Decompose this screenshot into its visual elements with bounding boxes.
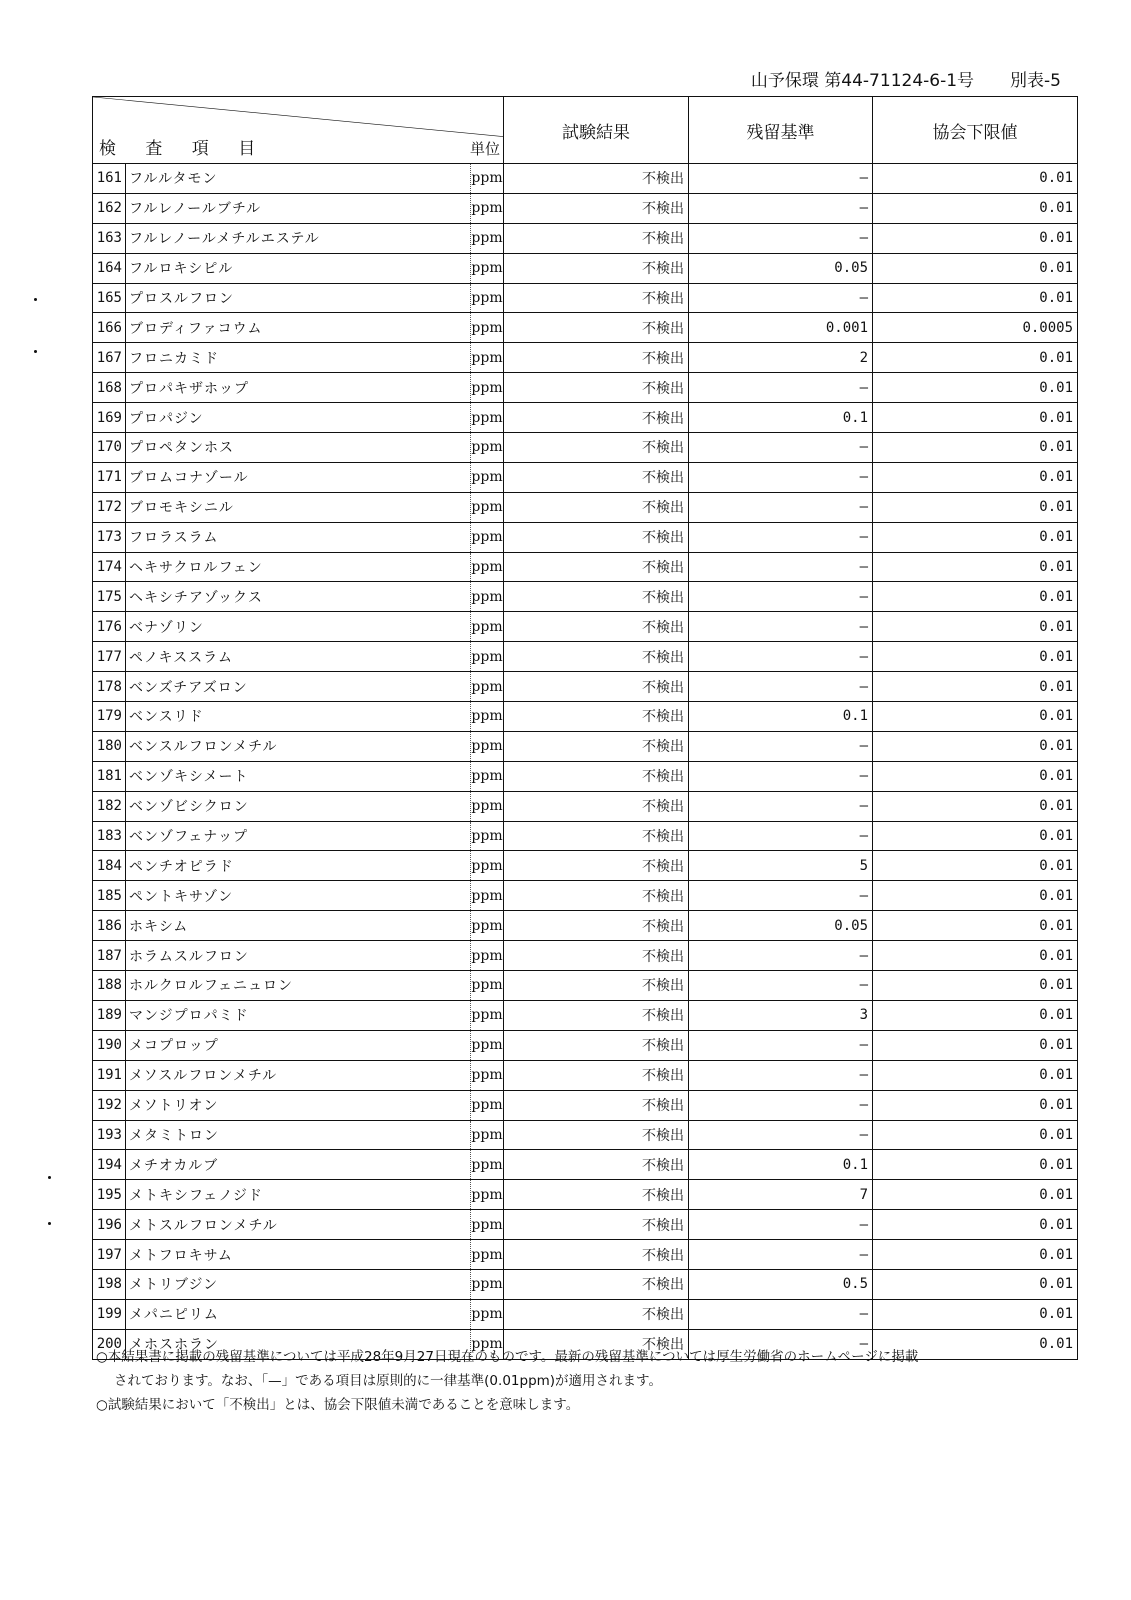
standard-cell: —	[689, 881, 873, 911]
unit-cell: ppm	[471, 941, 504, 971]
result-cell: 不検出	[504, 821, 689, 851]
limit-cell: 0.01	[873, 672, 1078, 702]
item-name: フロラスラム	[126, 522, 471, 552]
item-name: ペンチオピラド	[126, 851, 471, 881]
result-cell: 不検出	[504, 1030, 689, 1060]
row-number: 174	[93, 552, 126, 582]
scan-speck	[48, 1176, 51, 1179]
standard-cell: —	[689, 1299, 873, 1329]
limit-cell: 0.01	[873, 1329, 1078, 1359]
table-row	[93, 462, 1078, 492]
table-row	[93, 1090, 1078, 1120]
item-name: プロパキザホップ	[126, 373, 471, 403]
table-row	[93, 971, 1078, 1001]
table-row	[93, 433, 1078, 463]
unit-cell: ppm	[471, 253, 504, 283]
standard-cell: —	[689, 1090, 873, 1120]
standard-cell: —	[689, 612, 873, 642]
unit-cell: ppm	[471, 731, 504, 761]
limit-cell: 0.01	[873, 193, 1078, 223]
limit-cell: 0.01	[873, 731, 1078, 761]
limit-header: 協会下限値	[873, 97, 1078, 164]
standard-cell: —	[689, 433, 873, 463]
standard-cell: —	[689, 642, 873, 672]
table-row	[93, 851, 1078, 881]
result-cell: 不検出	[504, 433, 689, 463]
limit-cell: 0.01	[873, 702, 1078, 732]
unit-cell: ppm	[471, 702, 504, 732]
item-name: メトキシフェノジド	[126, 1180, 471, 1210]
table-row	[93, 522, 1078, 552]
row-number: 165	[93, 283, 126, 313]
unit-cell: ppm	[471, 1210, 504, 1240]
item-name: ベンゾフェナップ	[126, 821, 471, 851]
result-cell: 不検出	[504, 1240, 689, 1270]
limit-cell: 0.01	[873, 373, 1078, 403]
result-cell: 不検出	[504, 492, 689, 522]
item-name: メチオカルブ	[126, 1150, 471, 1180]
result-cell: 不検出	[504, 283, 689, 313]
item-name: プロペタンホス	[126, 433, 471, 463]
result-cell: 不検出	[504, 343, 689, 373]
limit-cell: 0.01	[873, 1180, 1078, 1210]
limit-cell: 0.01	[873, 1240, 1078, 1270]
result-cell: 不検出	[504, 253, 689, 283]
unit-cell: ppm	[471, 433, 504, 463]
table-row	[93, 1299, 1078, 1329]
limit-cell: 0.01	[873, 1030, 1078, 1060]
table-row	[93, 1000, 1078, 1030]
limit-cell: 0.01	[873, 283, 1078, 313]
standard-cell: 0.05	[689, 253, 873, 283]
result-cell: 不検出	[504, 971, 689, 1001]
row-number: 188	[93, 971, 126, 1001]
row-number: 178	[93, 672, 126, 702]
standard-cell: —	[689, 761, 873, 791]
unit-cell: ppm	[471, 1030, 504, 1060]
row-number: 161	[93, 164, 126, 194]
result-cell: 不検出	[504, 373, 689, 403]
unit-header: 単位	[470, 140, 501, 158]
standard-cell: —	[689, 1240, 873, 1270]
limit-cell: 0.01	[873, 253, 1078, 283]
item-name: フルルタモン	[126, 164, 471, 194]
unit-cell: ppm	[471, 522, 504, 552]
table-row	[93, 343, 1078, 373]
limit-cell: 0.01	[873, 552, 1078, 582]
row-number: 181	[93, 761, 126, 791]
result-cell: 不検出	[504, 1060, 689, 1090]
table-row	[93, 941, 1078, 971]
table-row	[93, 552, 1078, 582]
unit-cell: ppm	[471, 672, 504, 702]
unit-cell: ppm	[471, 761, 504, 791]
item-name: フルロキシピル	[126, 253, 471, 283]
row-number: 176	[93, 612, 126, 642]
table-row	[93, 642, 1078, 672]
item-name: ベンズチアズロン	[126, 672, 471, 702]
limit-cell: 0.01	[873, 1210, 1078, 1240]
result-cell: 不検出	[504, 223, 689, 253]
standard-cell: —	[689, 731, 873, 761]
table-row	[93, 1210, 1078, 1240]
limit-cell: 0.01	[873, 612, 1078, 642]
row-number: 195	[93, 1180, 126, 1210]
standard-cell: —	[689, 582, 873, 612]
row-number: 199	[93, 1299, 126, 1329]
unit-cell: ppm	[471, 193, 504, 223]
scan-speck	[48, 1222, 51, 1225]
table-row	[93, 403, 1078, 433]
item-name: フロニカミド	[126, 343, 471, 373]
result-cell: 不検出	[504, 941, 689, 971]
unit-cell: ppm	[471, 911, 504, 941]
row-number: 173	[93, 522, 126, 552]
table-row	[93, 1269, 1078, 1299]
table-row	[93, 193, 1078, 223]
item-name: ベンスルフロンメチル	[126, 731, 471, 761]
table-row	[93, 791, 1078, 821]
row-number: 164	[93, 253, 126, 283]
table-row	[93, 1240, 1078, 1270]
item-name: ブロムコナゾール	[126, 462, 471, 492]
limit-cell: 0.01	[873, 1150, 1078, 1180]
item-name: ペノキススラム	[126, 642, 471, 672]
standard-cell: —	[689, 1030, 873, 1060]
table-row	[93, 1180, 1078, 1210]
row-number: 169	[93, 403, 126, 433]
standard-header: 残留基準	[689, 97, 873, 164]
unit-cell: ppm	[471, 462, 504, 492]
limit-cell: 0.01	[873, 582, 1078, 612]
unit-cell: ppm	[471, 403, 504, 433]
item-name: ホラムスルフロン	[126, 941, 471, 971]
row-number: 185	[93, 881, 126, 911]
row-number: 183	[93, 821, 126, 851]
result-cell: 不検出	[504, 761, 689, 791]
table-row	[93, 612, 1078, 642]
row-number: 196	[93, 1210, 126, 1240]
result-cell: 不検出	[504, 1269, 689, 1299]
row-number: 197	[93, 1240, 126, 1270]
row-number: 198	[93, 1269, 126, 1299]
limit-cell: 0.01	[873, 492, 1078, 522]
standard-cell: —	[689, 462, 873, 492]
sheet-label: 別表-5	[1010, 71, 1061, 91]
result-cell: 不検出	[504, 1299, 689, 1329]
limit-cell: 0.01	[873, 971, 1078, 1001]
standard-cell: —	[689, 791, 873, 821]
unit-cell: ppm	[471, 552, 504, 582]
unit-cell: ppm	[471, 343, 504, 373]
limit-cell: 0.01	[873, 911, 1078, 941]
row-number: 192	[93, 1090, 126, 1120]
standard-cell: —	[689, 672, 873, 702]
item-name: プロスルフロン	[126, 283, 471, 313]
standard-cell: —	[689, 971, 873, 1001]
limit-cell: 0.01	[873, 343, 1078, 373]
result-cell: 不検出	[504, 193, 689, 223]
item-name: プロパジン	[126, 403, 471, 433]
item-name: フルレノールブチル	[126, 193, 471, 223]
table-row	[93, 821, 1078, 851]
result-cell: 不検出	[504, 702, 689, 732]
item-name: メトスルフロンメチル	[126, 1210, 471, 1240]
limit-cell: 0.01	[873, 1000, 1078, 1030]
table-row	[93, 253, 1078, 283]
table-row	[93, 1150, 1078, 1180]
limit-cell: 0.01	[873, 941, 1078, 971]
row-number: 186	[93, 911, 126, 941]
item-name: ペントキサゾン	[126, 881, 471, 911]
unit-cell: ppm	[471, 971, 504, 1001]
item-name: メホスホラン	[126, 1329, 471, 1359]
item-name: メパニピリム	[126, 1299, 471, 1329]
table-row	[93, 881, 1078, 911]
standard-cell: 0.1	[689, 702, 873, 732]
reference-number: 山予保環 第44-71124-6-1号	[750, 71, 975, 91]
row-number: 172	[93, 492, 126, 522]
limit-cell: 0.01	[873, 642, 1078, 672]
unit-cell: ppm	[471, 313, 504, 343]
unit-cell: ppm	[471, 582, 504, 612]
item-name: ホルクロルフェニュロン	[126, 971, 471, 1001]
row-number: 182	[93, 791, 126, 821]
item-header: 検 査 項 目	[99, 139, 268, 159]
row-number: 193	[93, 1120, 126, 1150]
standard-cell: 5	[689, 851, 873, 881]
table-row	[93, 731, 1078, 761]
results-table	[92, 96, 1078, 1360]
row-number: 177	[93, 642, 126, 672]
result-cell: 不検出	[504, 164, 689, 194]
document-reference	[751, 66, 1061, 91]
standard-cell: —	[689, 821, 873, 851]
result-cell: 不検出	[504, 881, 689, 911]
standard-cell: —	[689, 552, 873, 582]
row-number: 189	[93, 1000, 126, 1030]
row-number: 191	[93, 1060, 126, 1090]
table-header-row	[93, 97, 1078, 164]
item-name: フルレノールメチルエステル	[126, 223, 471, 253]
row-number: 184	[93, 851, 126, 881]
result-cell: 不検出	[504, 731, 689, 761]
row-number: 167	[93, 343, 126, 373]
footnote-line: ○試験結果において「不検出」とは、協会下限値未満であることを意味します。	[96, 1397, 580, 1413]
standard-cell: 0.001	[689, 313, 873, 343]
unit-cell: ppm	[471, 1299, 504, 1329]
unit-cell: ppm	[471, 223, 504, 253]
standard-cell: 0.05	[689, 911, 873, 941]
unit-cell: ppm	[471, 283, 504, 313]
table-row	[93, 164, 1078, 194]
unit-cell: ppm	[471, 1329, 504, 1359]
standard-cell: 7	[689, 1180, 873, 1210]
unit-cell: ppm	[471, 881, 504, 911]
unit-cell: ppm	[471, 791, 504, 821]
row-number: 179	[93, 702, 126, 732]
unit-cell: ppm	[471, 492, 504, 522]
limit-cell: 0.01	[873, 433, 1078, 463]
row-number: 163	[93, 223, 126, 253]
item-name: メソトリオン	[126, 1090, 471, 1120]
item-name: ベンスリド	[126, 702, 471, 732]
item-name: メトリブジン	[126, 1269, 471, 1299]
result-cell: 不検出	[504, 851, 689, 881]
result-cell: 不検出	[504, 552, 689, 582]
limit-cell: 0.01	[873, 223, 1078, 253]
limit-cell: 0.01	[873, 1269, 1078, 1299]
standard-cell: —	[689, 1329, 873, 1359]
item-unit-header	[93, 97, 504, 164]
row-number: 190	[93, 1030, 126, 1060]
standard-cell: —	[689, 223, 873, 253]
limit-cell: 0.01	[873, 522, 1078, 552]
standard-cell: —	[689, 941, 873, 971]
item-name: ヘキシチアゾックス	[126, 582, 471, 612]
table-row	[93, 761, 1078, 791]
unit-cell: ppm	[471, 612, 504, 642]
item-name: マンジプロパミド	[126, 1000, 471, 1030]
unit-cell: ppm	[471, 1240, 504, 1270]
standard-cell: —	[689, 522, 873, 552]
result-cell: 不検出	[504, 1329, 689, 1359]
result-cell: 不検出	[504, 1150, 689, 1180]
unit-cell: ppm	[471, 164, 504, 194]
limit-cell: 0.01	[873, 791, 1078, 821]
result-cell: 不検出	[504, 403, 689, 433]
footnotes	[96, 1345, 1086, 1417]
item-name: ブロモキシニル	[126, 492, 471, 522]
item-name: メコプロップ	[126, 1030, 471, 1060]
unit-cell: ppm	[471, 642, 504, 672]
row-number: 166	[93, 313, 126, 343]
standard-cell: 2	[689, 343, 873, 373]
table-row	[93, 492, 1078, 522]
row-number: 175	[93, 582, 126, 612]
unit-cell: ppm	[471, 1180, 504, 1210]
table-row	[93, 283, 1078, 313]
unit-cell: ppm	[471, 851, 504, 881]
result-cell: 不検出	[504, 582, 689, 612]
standard-cell: —	[689, 1120, 873, 1150]
row-number: 168	[93, 373, 126, 403]
result-cell: 不検出	[504, 462, 689, 492]
result-cell: 不検出	[504, 791, 689, 821]
item-name: ベンゾキシメート	[126, 761, 471, 791]
result-cell: 不検出	[504, 522, 689, 552]
result-cell: 不検出	[504, 313, 689, 343]
result-cell: 不検出	[504, 672, 689, 702]
unit-cell: ppm	[471, 1000, 504, 1030]
row-number: 180	[93, 731, 126, 761]
limit-cell: 0.01	[873, 403, 1078, 433]
table-row	[93, 582, 1078, 612]
unit-cell: ppm	[471, 1150, 504, 1180]
standard-cell: —	[689, 193, 873, 223]
limit-cell: 0.01	[873, 881, 1078, 911]
scan-speck	[34, 350, 37, 353]
standard-cell: —	[689, 283, 873, 313]
result-cell: 不検出	[504, 1180, 689, 1210]
table-row	[93, 223, 1078, 253]
limit-cell: 0.01	[873, 1060, 1078, 1090]
item-name: メトフロキサム	[126, 1240, 471, 1270]
table-row	[93, 672, 1078, 702]
row-number: 170	[93, 433, 126, 463]
limit-cell: 0.01	[873, 1090, 1078, 1120]
standard-cell: 3	[689, 1000, 873, 1030]
limit-cell: 0.01	[873, 851, 1078, 881]
table-row	[93, 702, 1078, 732]
standard-cell: —	[689, 492, 873, 522]
item-name: メタミトロン	[126, 1120, 471, 1150]
unit-cell: ppm	[471, 1060, 504, 1090]
row-number: 162	[93, 193, 126, 223]
limit-cell: 0.01	[873, 1299, 1078, 1329]
row-number: 187	[93, 941, 126, 971]
item-name: ベナゾリン	[126, 612, 471, 642]
limit-cell: 0.01	[873, 1120, 1078, 1150]
unit-cell: ppm	[471, 1120, 504, 1150]
standard-cell: —	[689, 1060, 873, 1090]
footnote-line: ○本結果書に掲載の残留基準については平成28年9月27日現在のものです。最新の残留基準については厚生労働省のホームページに掲載	[96, 1349, 919, 1365]
standard-cell: 0.1	[689, 1150, 873, 1180]
result-cell: 不検出	[504, 1210, 689, 1240]
table-row	[93, 313, 1078, 343]
table-row	[93, 911, 1078, 941]
unit-cell: ppm	[471, 373, 504, 403]
unit-cell: ppm	[471, 1269, 504, 1299]
item-name: ブロディファコウム	[126, 313, 471, 343]
limit-cell: 0.01	[873, 821, 1078, 851]
table-row	[93, 1120, 1078, 1150]
standard-cell: —	[689, 373, 873, 403]
item-name: ホキシム	[126, 911, 471, 941]
footnote-line: されております。なお、「—」である項目は原則的に一律基準(0.01ppm)が適用されます。	[114, 1373, 662, 1389]
result-cell: 不検出	[504, 1000, 689, 1030]
standard-cell: 0.1	[689, 403, 873, 433]
item-name: メソスルフロンメチル	[126, 1060, 471, 1090]
result-header: 試験結果	[504, 97, 689, 164]
result-cell: 不検出	[504, 612, 689, 642]
result-cell: 不検出	[504, 1090, 689, 1120]
standard-cell: 0.5	[689, 1269, 873, 1299]
row-number: 171	[93, 462, 126, 492]
row-number: 194	[93, 1150, 126, 1180]
limit-cell: 0.01	[873, 462, 1078, 492]
result-cell: 不検出	[504, 642, 689, 672]
result-cell: 不検出	[504, 1120, 689, 1150]
unit-cell: ppm	[471, 821, 504, 851]
limit-cell: 0.01	[873, 164, 1078, 194]
limit-cell: 0.01	[873, 761, 1078, 791]
unit-cell: ppm	[471, 1090, 504, 1120]
item-name: ヘキサクロルフェン	[126, 552, 471, 582]
table-row	[93, 373, 1078, 403]
row-number: 200	[93, 1329, 126, 1359]
scan-speck	[34, 298, 37, 301]
table-row	[93, 1030, 1078, 1060]
table-row	[93, 1060, 1078, 1090]
limit-cell: 0.0005	[873, 313, 1078, 343]
result-cell: 不検出	[504, 911, 689, 941]
standard-cell: —	[689, 1210, 873, 1240]
item-name: ベンゾビシクロン	[126, 791, 471, 821]
standard-cell: —	[689, 164, 873, 194]
